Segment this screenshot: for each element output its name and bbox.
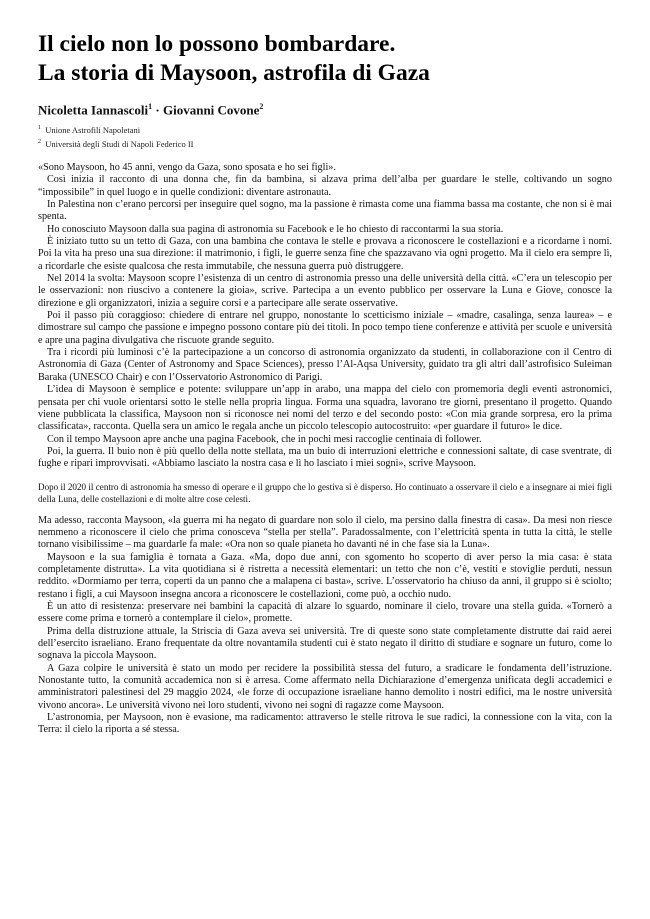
body-paragraph: Poi il passo più coraggioso: chiedere di entrare nel gruppo, nonostante lo scetticismo iniziale – «madre, casalinga, senza laurea» – e dimostrare sul campo che passione e impegno possono contare più dei titoli. In poco tempo tiene conferenze e attività per scuole e università e apre una pagina divulgativa che riscuote grande seguito. [38, 310, 612, 346]
body-paragraph: L’astronomia, per Maysoon, non è evasione, ma radicamento: attraverso le stelle ritrova le sue radici, la connessione con la vita, con la Terra: il cielo la riporta a sé stessa. [38, 712, 612, 736]
affiliation: $^2$ Università degli Studi di Napoli Federico II [38, 138, 194, 149]
title-line-1: Il cielo non lo possono bombardare. [38, 31, 396, 57]
body-paragraph: In Palestina non c’erano percorsi per inseguire quel sogno, ma la passione è rimasta come una fiamma bassa ma costante, che non si è mai spenta. [38, 199, 612, 223]
author-list [38, 102, 612, 118]
body-paragraph: Nel 2014 la svolta: Maysoon scopre l’esistenza di un centro di astronomia presso una delle università della città. «C’era un telescopio per le osservazioni: non riuscivo a contenere la gioia», scrive. Partecipa a un evento pubblico per osservare la Luna e Giove, conosce la direzione e gli organizzatori, inizia a seguire corsi e a partecipare alle serate osservative. [38, 273, 612, 309]
body-paragraph: È un atto di resistenza: preservare nei bambini la capacità di alzare lo sguardo, nominare il cielo, trovare una stella guida. «Tornerò a essere come prima e tornerò a contemplare il cielo», promette. [38, 600, 612, 625]
body-paragraph: Con il tempo Maysoon apre anche una pagina Facebook, che in pochi mesi raccoglie centinaia di follower. [47, 433, 482, 445]
affiliation: $^1$ Unione Astrofili Napoletani [38, 125, 141, 136]
body-paragraph: Maysoon e la sua famiglia è tornata a Gaza. «Ma, dopo due anni, con sgomento ho scoperto di aver perso la mia casa: è stata completamente distrutta». La vita quotidiana si è ristretta a necessità elementari: un tetto che non c’è, vestiti e stoviglie perduti, nessun reddito. «Dormiamo per terra, coperti da un panno che a malapena ci basta», scrive. L’osservatorio ha chiuso da anni, il gruppo si è sciolto; restano i figli, a cui Maysoon insegna ancora a riconoscere le costellazioni, come può, a occhio nudo. [38, 551, 612, 600]
author-separator: · [152, 102, 163, 118]
body-paragraph: «Sono Maysoon, ho 45 anni, vengo da Gaza, sono sposata e ho sei figli». [38, 161, 336, 173]
author-name: Nicoletta Iannascoli [38, 102, 149, 118]
article-title [38, 30, 612, 88]
article-body-part-1 [38, 162, 612, 471]
author-name: Giovanni Covone [162, 102, 260, 118]
body-paragraph: Così inizia il racconto di una donna che, fin da bambina, si alzava prima dell’alba per guardare le stelle, coltivando un sogno “impossibile” in quel luogo e in quelle condizioni: diventare astronauta. [38, 174, 612, 198]
quoted-note: Dopo il 2020 il centro di astronomia ha smesso di operare e il gruppo che lo gestiva si è disperso. Ho continuato a osservare il cielo e a insegnare ai miei figli della Luna, delle costellazioni e di molte altre cose celesti. [38, 481, 612, 504]
author-affiliation-mark: 2 [259, 102, 264, 111]
body-paragraph: Ma adesso, racconta Maysoon, «la guerra mi ha negato di guardare non solo il cielo, ma persino dalla finestra di casa». Da mesi non riesce nemmeno a riconoscere il cielo che prima conosceva “stella per stella”. Paradossalmente, con l’elettricità spenta in tutta la città, le stelle tornano visibilissime – ma guardarle fa male: «Ora non so quale pianeta ho davanti né in che fase sia la Luna». [38, 514, 612, 551]
body-paragraph: Tra i ricordi più luminosi c’è la partecipazione a un concorso di astronomia organizzato da studenti, in collaborazione con il Centro di Astronomia di Gaza (Center of Astronomy and Space Sciences), presso l’Al-Aqsa University, guidato tra gli altri dall’astrofisico Suleiman Baraka (UNESCO Chair) e con l’Osservatorio Astronomico di Parigi. [38, 347, 612, 383]
body-paragraph: A Gaza colpire le università è stato un modo per recidere la possibilità stessa del futuro, a sradicare le fondamenta dell’istruzione. Nonostante tutto, la comunità accademica non si è arresa. Come affermato nella Dichiarazione d’emergenza unificata degli accademici e amministratori palestinesi del 29 maggio 2024, «le forze di occupazione israeliane hanno demolito i nostri edifici, ma le nostre università vivono ancora». Le università vivono nei loro studenti, vivono nei sogni di ragazze come Maysoon. [38, 662, 612, 711]
body-paragraph: Prima della distruzione attuale, la Striscia di Gaza aveva sei università. Tre di queste sono state completamente distrutte dai raid aerei dell’esercito israeliano. Erano frequentate da oltre novantamila studenti cui è stato negato il diritto di studiare e sognare un futuro, come lo sognava la piccola Maysoon. [38, 625, 612, 662]
body-paragraph: Poi, la guerra. Il buio non è più quello della notte stellata, ma un buio di interruzioni elettriche e connessioni saltate, di case sventrate, di fughe e ripari improvvisati. «Abbiamo lasciato la nostra casa e lì ho lasciato i miei sogni», scrive Maysoon. [38, 445, 612, 470]
article-page [38, 30, 612, 737]
body-paragraph: Ho conosciuto Maysoon dalla sua pagina di astronomia su Facebook e le ho chiesto di raccontarmi la sua storia. [47, 223, 504, 235]
body-paragraph: È iniziato tutto su un tetto di Gaza, con una bambina che contava le stelle e provava a riconoscere le costellazioni e a ricordarne i nomi. Poi la vita ha preso una sua direzione: il matrimonio, i figli, le guerre senza fine che spazzavano via ogni progetto. Ma il cielo era sempre lì, a ricordarle che esiste qualcosa che resta immutabile, che nessuna guerra può distruggere. [38, 236, 612, 272]
title-line-2: La storia di Maysoon, astrofila di Gaza [38, 60, 430, 86]
article-body-part-2 [38, 515, 612, 737]
body-paragraph: L’idea di Maysoon è semplice e potente: sviluppare un’app in arabo, una mappa del cielo con promemoria degli eventi astronomici, pensata per chi vuole orientarsi sotto le stelle nella propria lingua. Forma una squadra, lavorano tre giorni, presentano il progetto. Quando viene pubblicata la classifica, Maysoon non si riconosce nei nomi del terzo e del secondo posto: «Con mia grande sorpresa, ero la prima classificata», racconta. Quella sera un amico le regala anche un piccolo telescopio autocostruito: «per guardare il futuro» le dice. [38, 384, 612, 433]
author-affiliation-mark: 1 [148, 102, 153, 111]
